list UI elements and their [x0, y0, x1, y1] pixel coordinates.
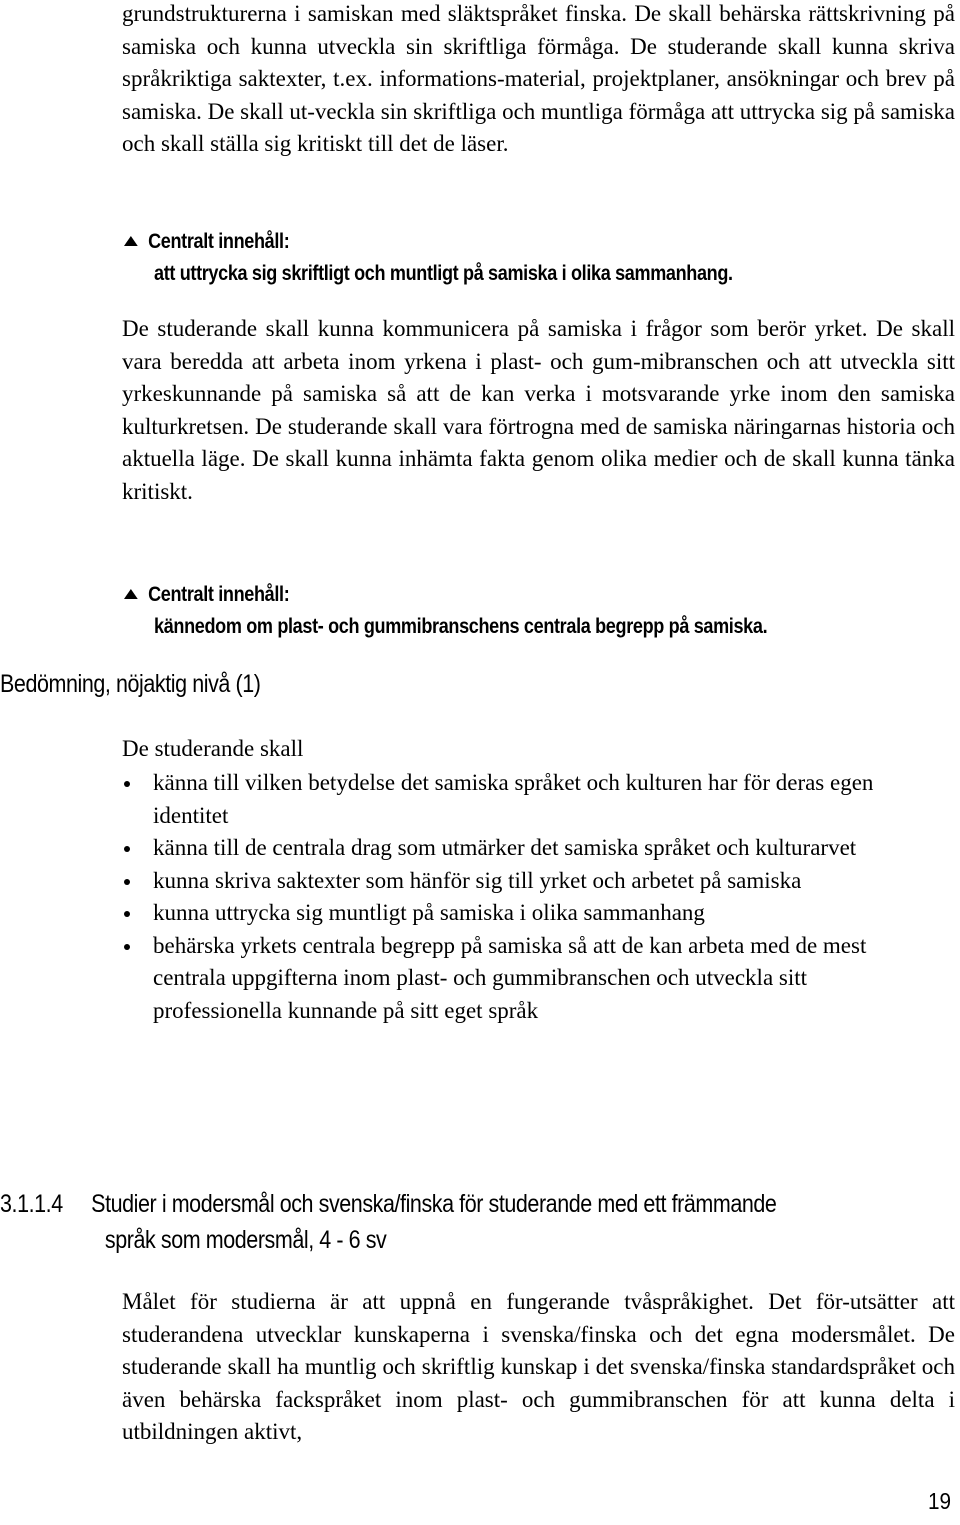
criteria-list: [122, 767, 922, 1027]
triangle-up-icon: [124, 236, 138, 246]
central-content-block-2: [124, 579, 924, 643]
intro-paragraph: grundstrukturerna i samiskan med släktspråket finska. De skall behärska rättskrivning på samiska och kunna utveckla sin skriftliga förmåga. De studerande skall kunna skriva språkriktiga saktexter, t.ex. informations-material, projektplaner, ansökningar och brev på samiska. De skall ut-veckla sin skriftliga och muntliga förmåga att uttrycka sig på samiska och skall ställa sig kritiskt till det de läser.: [122, 1, 955, 156]
goal-paragraph: Målet för studierna är att uppnå en fungerande tvåspråkighet. Det för-utsätter att studerandena utvecklar kunskaperna i svenska/finska och det egna modersmålet. De studerande skall ha muntlig och skriftlig kunskap i det svenska/finska standardspråket och även behärska fackspråket inom plast- och gummibranschen för att kunna delta i utbildningen aktivt,: [122, 1289, 955, 1444]
section-title-line-2: språk som modersmål, 4 - 6 sv: [104, 1226, 387, 1254]
assessment-heading: Bedömning, nöjaktig nivå (1): [0, 670, 261, 698]
central-content-label-2: [124, 579, 812, 611]
central-content-text-2: kännedom om plast- och gummibranschens centrala begrepp på samiska.: [154, 615, 768, 638]
criteria-item: känna till vilken betydelse det samiska språket och kulturen har för deras egen identitet: [122, 767, 922, 832]
central-content-label-1: [124, 226, 812, 258]
section-number: 3.1.1.4: [0, 1190, 63, 1218]
criteria-intro: De studerande skall: [122, 736, 304, 761]
triangle-up-icon: [124, 589, 138, 599]
central-content-text-1: att uttrycka sig skriftligt och muntligt på samiska i olika sammanhang.: [154, 262, 733, 285]
criteria-item: behärska yrkets centrala begrepp på samiska så att de kan arbeta med de mest centrala uppgifterna inom plast- och gummibranschen och utveckla sitt professionella kunnande på sitt eget språk: [122, 930, 922, 1028]
page-number: 19: [928, 1488, 952, 1514]
criteria-item: kunna uttrycka sig muntligt på samiska i olika sammanhang: [122, 897, 922, 930]
central-content-heading: Centralt innehåll:: [148, 230, 290, 253]
central-content-block-1: [124, 226, 924, 290]
criteria-item: känna till de centrala drag som utmärker det samiska språket och kulturarvet: [122, 832, 922, 865]
section-heading: [0, 1186, 960, 1258]
communication-paragraph: De studerande skall kunna kommunicera på samiska i frågor som berör yrket. De skall vara beredda att arbeta inom yrkena i plast- och gum-mibranschen och att utveckla sitt yrkeskunnande på samiska så att de kan verka i motsvarande yrke inom den samiska kulturkretsen. De studerande skall vara förtrogna med de samiska näringarnas historia och aktuella läge. De skall kunna inhämta fakta genom olika medier och de skall kunna tänka kritiskt.: [122, 316, 955, 504]
central-content-heading: Centralt innehåll:: [148, 583, 290, 606]
criteria-item: kunna skriva saktexter som hänför sig till yrket och arbetet på samiska: [122, 865, 922, 898]
section-title-line-1: Studier i modersmål och svenska/finska för studerande med ett främmande: [91, 1190, 777, 1218]
